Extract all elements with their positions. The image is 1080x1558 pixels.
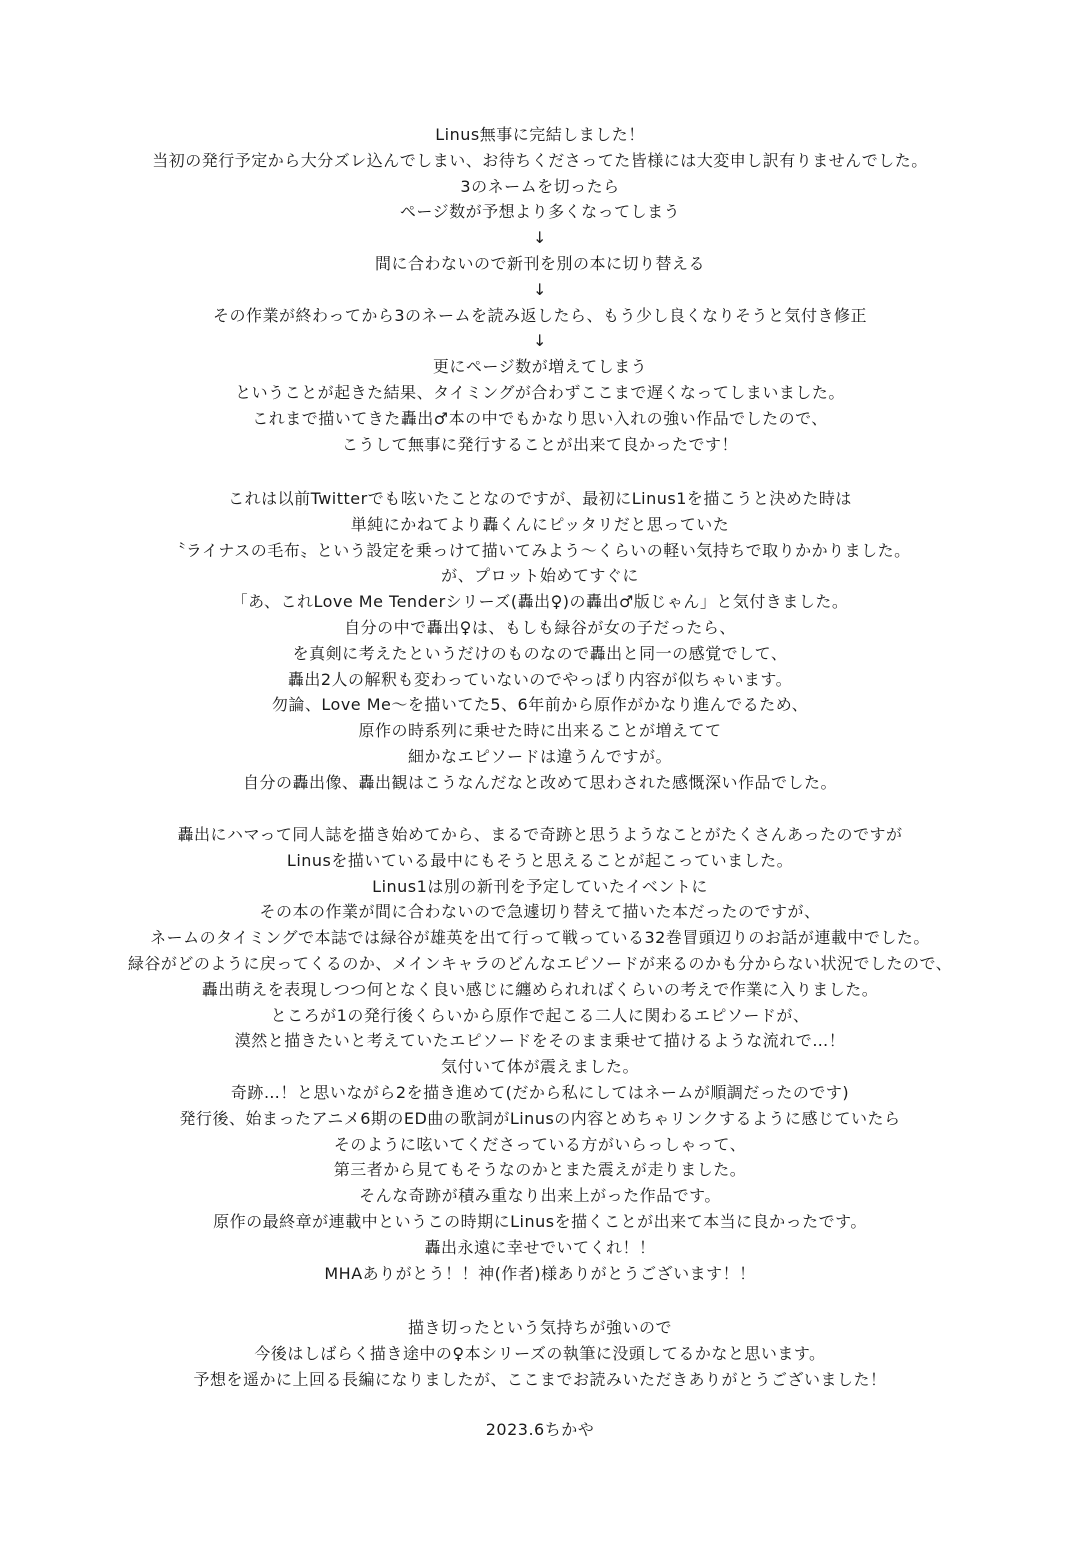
text-line: そのように呟いてくださっている方がいらっしゃって、 xyxy=(333,1134,747,1154)
text-line: Linus無事に完結しました！ xyxy=(435,125,645,144)
text-line: その本の作業が間に合わないので急遽切り替えて描いた本だったのですが、 xyxy=(259,902,821,922)
text-line: 勿論、Love Me〜を描いてた5、6年前から原作がかなり進んでるため、 xyxy=(271,695,809,715)
text-line: 自分の轟出像、轟出観はこうなんだなと改めて思わされた感慨深い作品でした。 xyxy=(242,772,837,792)
paragraph-completion-notice xyxy=(60,122,1020,457)
text-line: 間に合わないので新刊を別の本に切り替える xyxy=(374,253,705,273)
arrow-line: ↓ xyxy=(533,279,547,299)
text-line: 発行後、始まったアニメ6期のED曲の歌詞がLinusの内容とめちゃリンクするように感じていたら xyxy=(179,1108,901,1128)
author-signature: 2023.6ちかや xyxy=(485,1420,595,1439)
text-line: 漠然と描きたいと考えていたエピソードをそのまま乗せて描けるような流れで…！ xyxy=(234,1031,846,1051)
text-line: 緑谷がどのように戻ってくるのか、メインキャラのどんなエピソードが来るのかも分からない状況でしたので、 xyxy=(127,953,953,973)
text-line: 原作の最終章が連載中というこの時期にLinusを描くことが出来て本当に良かったです。 xyxy=(213,1211,867,1231)
arrow-line: ↓ xyxy=(533,331,547,351)
text-line: ということが起きた結果、タイミングが合わずここまで遅くなってしまいました。 xyxy=(235,382,845,402)
text-line: MHAありがとう！！神(作者)様ありがとうございます！！ xyxy=(324,1263,756,1283)
paragraph-origin-story xyxy=(60,486,1020,796)
text-line: を真剣に考えたというだけのものなので轟出と同一の感覚でして、 xyxy=(292,643,788,663)
text-line: 轟出にハマって同人誌を描き始めてから、まるで奇跡と思うようなことがたくさんあったのですが xyxy=(177,825,903,844)
text-line: これは以前Twitterでも呟いたことなのですが、最初にLinus1を描こうと決めた時は xyxy=(228,489,852,508)
text-line: その作業が終わってから3のネームを読み返したら、もう少し良くなりそうと気付き修正 xyxy=(212,305,868,325)
paragraph-closing xyxy=(60,1315,1020,1392)
paragraph-miracle-story xyxy=(60,822,1020,1286)
text-line: 単純にかねてより轟くんにピッタリだと思っていた xyxy=(350,514,730,534)
arrow-line: ↓ xyxy=(533,228,547,248)
text-line: 描き切ったという気持ちが強いので xyxy=(407,1318,672,1337)
text-line: 更にページ数が増えてしまう xyxy=(432,357,648,377)
text-line: 第三者から見てもそうなのかとまた震えが走りました。 xyxy=(333,1160,747,1180)
text-line: 轟出2人の解釈も変わっていないのでやっぱり内容が似ちゃいます。 xyxy=(287,669,793,689)
text-line: ところが1の発行後くらいから原作で起こる二人に関わるエピソードが、 xyxy=(270,1005,810,1025)
text-line: これまで描いてきた轟出♂本の中でもかなり思い入れの強い作品でしたので、 xyxy=(252,408,828,428)
text-line: が、プロット始めてすぐに xyxy=(441,566,639,586)
text-line: 原作の時系列に乗せた時に出来ることが増えてて xyxy=(358,721,722,741)
text-line: 気付いて体が震えました。 xyxy=(440,1057,639,1077)
text-line: 奇跡…！と思いながら2を描き進めて(だから私にしてはネームが順調だったのです) xyxy=(230,1082,850,1102)
text-line: Linus1は別の新刊を予定していたイベントに xyxy=(372,876,708,896)
text-line: こうして無事に発行することが出来て良かったです！ xyxy=(341,434,738,454)
text-line: ページ数が予想より多くなってしまう xyxy=(399,202,681,222)
text-line: 当初の発行予定から大分ズレ込んでしまい、お待ちくださってた皆様には大変申し訳有りませんでした。 xyxy=(152,150,928,170)
text-line: 〝ライナスの毛布〟という設定を乗っけて描いてみよう〜くらいの軽い気持ちで取りかかりました。 xyxy=(169,540,911,560)
text-line: 自分の中で轟出♀は、もしも緑谷が女の子だったら、 xyxy=(344,617,736,637)
text-line: 轟出永遠に幸せでいてくれ！！ xyxy=(424,1237,656,1257)
text-line: 今後はしばらく描き途中の♀本シリーズの執筆に没頭してるかなと思います。 xyxy=(254,1343,826,1363)
text-line: 予想を遥かに上回る長編になりましたが、ここまでお読みいただきありがとうございました！ xyxy=(193,1369,887,1389)
text-line: 3のネームを切ったら xyxy=(460,176,620,196)
text-line: そんな奇跡が積み重なり出来上がった作品です。 xyxy=(359,1186,721,1206)
text-line: 「あ、これLove Me Tenderシリーズ(轟出♀)の轟出♂版じゃん」と気付きました。 xyxy=(231,592,849,612)
text-line: Linusを描いている最中にもそうと思えることが起こっていました。 xyxy=(286,850,794,870)
text-line: 轟出萌えを表現しつつ何となく良い感じに纏められればくらいの考えで作業に入りました。 xyxy=(201,979,879,999)
text-line: ネームのタイミングで本誌では緑谷が雄英を出て行って戦っている32巻冒頭辺りのお話が連載中でした。 xyxy=(150,928,930,948)
text-line: 細かなエピソードは違うんですが。 xyxy=(407,746,672,766)
